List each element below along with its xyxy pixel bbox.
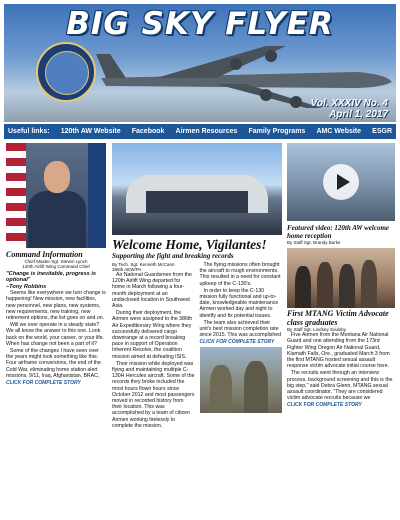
seal-center-icon	[45, 51, 89, 95]
featured-video-byline: By Staff Sgt. Brandy Burke	[287, 240, 341, 245]
portrait-head-shape	[44, 161, 70, 193]
link-120th-aw-website[interactable]: 120th AW Website	[60, 128, 121, 135]
play-button[interactable]	[323, 164, 359, 200]
mtang-heading: First MTANG Victim Advocate class graduates	[287, 309, 389, 327]
welcome-left-column	[112, 262, 195, 430]
link-family-programs[interactable]: Family Programs	[248, 128, 306, 135]
featured-video-thumbnail[interactable]	[287, 143, 395, 221]
crew-photo	[200, 347, 282, 413]
welcome-byline: By Tech. Sgt. Kenneth McCann 386th AEW/PA	[112, 262, 175, 272]
play-icon	[337, 174, 350, 190]
welcome-paragraph: In order to keep the C-130 mission fully functional and up-to-date, knowledgeable maintenance Airmen worked day and night to identify and fix potential issues.	[199, 287, 279, 319]
command-paragraph: Seems like everywhere we turn change is happening! New mission, new facilities, new personnel, new plans, new systems, new requirements, new training, new retirement options, the list goes on and on.	[6, 290, 106, 322]
welcome-subhead: Supporting the fight and breaking records	[112, 252, 234, 260]
welcome-headline: Welcome Home, Vigilantes!	[112, 237, 267, 252]
mtang-paragraph: Five Airmen from the Montana Air National Guard and one attending from the 173rd Fighter Wing Oregon Air National Guard, Klamath Falls, Ore., graduated March 3 from the first MTANG hosted sexual assault response victim advocate initial course here.	[287, 332, 390, 370]
volume-label: Vol. XXXIV No. 4	[310, 98, 388, 109]
hangar-photo	[112, 143, 282, 235]
useful-links-label: Useful links:	[8, 128, 50, 135]
crew-person-shape	[210, 365, 232, 413]
command-complete-story-link[interactable]: CLICK FOR COMPLETE STORY	[6, 380, 81, 387]
state-flag-icon	[88, 143, 106, 248]
graduate-person-shape	[339, 264, 355, 308]
graduate-person-shape	[317, 262, 333, 308]
welcome-paragraph: During their deployment, the Airmen were assigned to the 386th Air Expeditionary Wing where they successfully delivered cargo downrange at a record breaking pace in support of Operation Inherent Resolve, the coalition mission aimed at defeating ISIS.	[112, 310, 193, 360]
mtang-paragraph: The recruits went through an interview process, background screening and this is the big step," said Debra Glenn, MTANG sexual assault coordinator. "They are considered victim advocate recruits because we	[287, 370, 393, 402]
issue-date: April 1, 2017	[329, 109, 388, 120]
graduates-photo	[287, 248, 395, 308]
useful-links-bar	[4, 124, 396, 139]
command-paragraph: Will we ever operate in a steady state? We all know the answer to this one. Look back on the world, your career, or your life. When has change not been a part of it?	[6, 322, 105, 347]
graduate-person-shape	[295, 266, 311, 308]
command-info-heading: Command Information	[6, 250, 83, 259]
link-airmen-resources[interactable]: Airmen Resources	[175, 128, 238, 135]
mtang-complete-story-link[interactable]: CLICK FOR COMPLETE STORY	[287, 402, 362, 409]
welcome-paragraph: The team also achieved their unit's best mission completion rate since 2015. This was accomplished	[199, 319, 282, 339]
issue-info	[311, 98, 388, 120]
wing-seal-logo	[36, 42, 96, 102]
welcome-right-column	[200, 262, 283, 430]
command-quote: "Change is inevitable, progress is optional" –Tony Robbins	[6, 271, 97, 290]
link-amc-website[interactable]: AMC Website	[316, 128, 362, 135]
welcome-paragraph: Air National Guardsmen from the 120th Airlift Wing departed for home in March following a four-month deployment at an undisclosed location in Southwest Asia.	[112, 272, 192, 310]
mtang-byline: By Staff Sgt. Lindsey Soulsby	[287, 327, 346, 333]
masthead	[4, 4, 396, 122]
welcome-paragraph: Their mission while deployed was flying and maintaining multiple C-130H Hercules aircraft. Some of the records they broke included the most hours flown hours since October 2012 and most passengers moved in recorded history from their location. This was accomplished by a team of citizen Airmen working tirelessly to complete the mission.	[112, 360, 195, 429]
welcome-complete-story-link[interactable]: CLICK FOR COMPLETE STORY	[199, 339, 275, 346]
newsletter-title: BIG SKY FLYER	[66, 6, 334, 42]
crew-person-shape	[244, 361, 268, 413]
link-esgr[interactable]: ESGR	[372, 128, 392, 135]
welcome-paragraph: The flying missions often brought the aircraft to rough environments. This resulted in a need for constant upkeep of the C-130's.	[199, 262, 281, 287]
right-column	[287, 143, 395, 408]
hangar-door-shape	[146, 191, 248, 213]
graduate-person-shape	[361, 260, 377, 308]
featured-video-title[interactable]: Featured video: 120th AW welcome home reception	[287, 224, 390, 240]
command-chief-portrait	[6, 143, 106, 248]
uniform-shape	[28, 191, 86, 248]
welcome-home-article	[112, 143, 282, 430]
portrait-caption: Chief Master Sgt. Steven Lynch 120th Airlift Wing Command Chief	[22, 259, 90, 269]
link-facebook[interactable]: Facebook	[131, 128, 165, 135]
us-flag-icon	[6, 143, 26, 248]
welcome-body	[112, 262, 282, 430]
command-info-column	[6, 143, 106, 386]
command-paragraph: Some of the changes I have seen over the years might look something like this: Four airframe conversions, the end of the Cold War, eliminating home station alert missions, 9/11, Iraq, Afghanistan, BRAC,	[6, 348, 101, 379]
